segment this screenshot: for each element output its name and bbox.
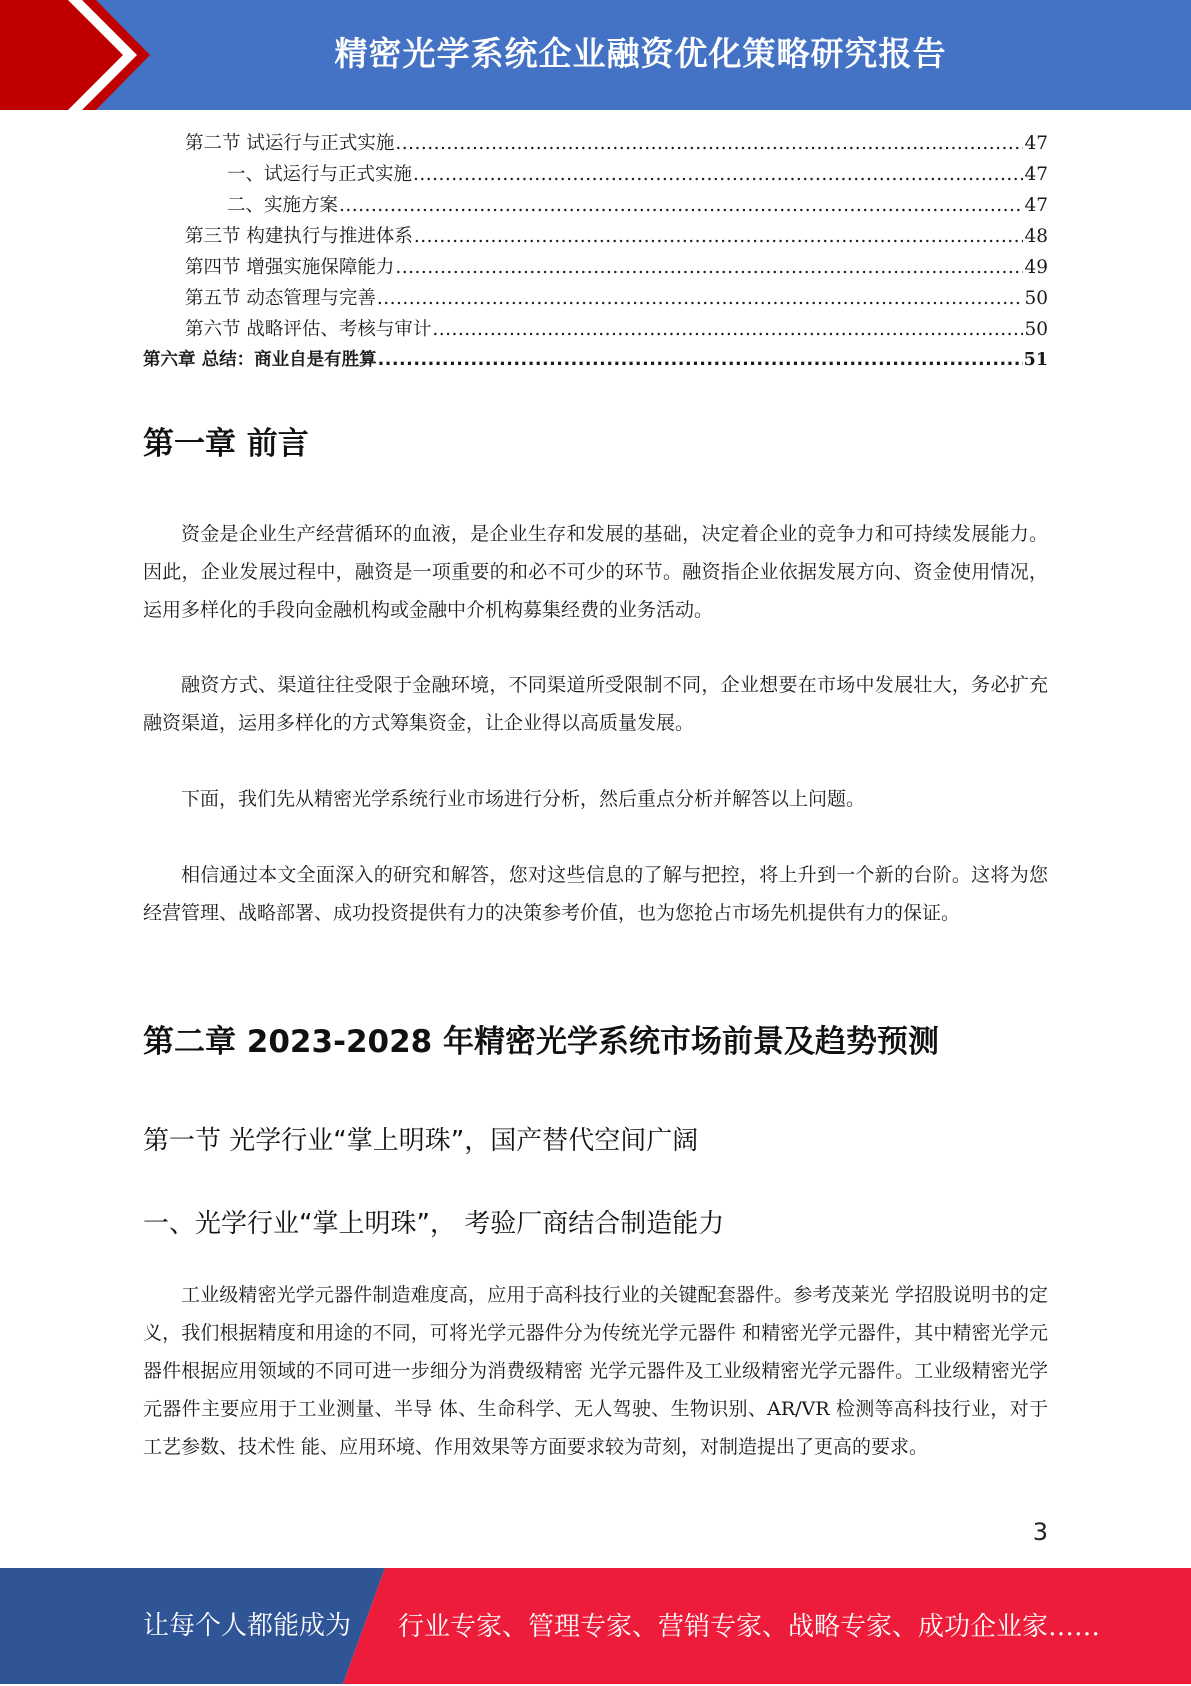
toc-item-label: 第六章 总结：商业自是有胜算: [143, 350, 377, 370]
toc-item[interactable]: [143, 252, 1048, 283]
toc-item-label: 第四节 增强实施保障能力: [185, 257, 395, 278]
toc-item-label: 二、实施方案: [227, 195, 339, 216]
toc-item[interactable]: [143, 190, 1048, 221]
toc-item-page: 49: [1024, 257, 1048, 278]
toc-leader-dots: [414, 221, 1024, 252]
footer-banner: [0, 1568, 1191, 1684]
body-paragraph: 工业级精密光学元器件制造难度高，应用于高科技行业的关键配套器件。参考茂莱光 学招股说明书的定义，我们根据精度和用途的不同，可将光学元器件分为传统光学元器件 和精密光学元器件，其中精密光学元器件根据应用领域的不同可进一步细分为消费级精密 光学元器件及工业级精密光学元器件。工业级精密光学元器件主要应用于工业测量、半导 体、生命科学、无人驾驶、生物识别、AR/VR 检测等高科技行业，对于工艺参数、技术性 能、应用环境、作用效果等方面要求较为苛刻，对制造提出了更高的要求。: [143, 1284, 1048, 1458]
toc-leader-dots: [395, 252, 1023, 283]
toc-item-page: 47: [1024, 195, 1048, 216]
body-paragraph: 资金是企业生产经营循环的血液，是企业生存和发展的基础，决定着企业的竞争力和可持续发展能力。因此，企业发展过程中，融资是一项重要的和必不可少的环节。融资指企业依据发展方向、资金使用情况，运用多样化的手段向金融机构或金融中介机构募集经费的业务活动。: [143, 523, 1048, 621]
body-paragraph: 相信通过本文全面深入的研究和解答，您对这些信息的了解与把控，将上升到一个新的台阶。这将为您经营管理、战略部署、成功投资提供有力的决策参考价值，也为您抢占市场先机提供有力的保证。: [143, 864, 1048, 924]
body-paragraph: 融资方式、渠道往往受限于金融环境，不同渠道所受限制不同，企业想要在市场中发展壮大，务必扩充融资渠道，运用多样化的方式筹集资金，让企业得以高质量发展。: [143, 674, 1048, 734]
toc-item-label: 第五节 动态管理与完善: [185, 288, 376, 309]
toc-leader-dots: [413, 159, 1023, 190]
footer-slogan-right: 行业专家、管理专家、营销专家、战略专家、成功企业家……: [398, 1612, 1101, 1642]
toc-item[interactable]: [143, 283, 1048, 314]
header-banner: [0, 0, 1191, 110]
toc-item-label: 一、试运行与正式实施: [227, 164, 413, 185]
toc-leader-dots: [378, 345, 1023, 376]
toc-leader-dots: [432, 314, 1023, 345]
chapter-heading: 第二章 2023-2028 年精密光学系统市场前景及趋势预测: [143, 1024, 940, 1060]
toc-item-page: 48: [1024, 226, 1048, 247]
toc-item[interactable]: [143, 128, 1048, 159]
toc-item[interactable]: [143, 221, 1048, 252]
toc-leader-dots: [395, 128, 1023, 159]
toc-leader-dots: [377, 283, 1024, 314]
toc-chapter-item[interactable]: [143, 345, 1048, 376]
table-of-contents: [143, 128, 1048, 376]
toc-item-page: 47: [1024, 164, 1048, 185]
toc-item-label: 第六节 战略评估、考核与审计: [185, 319, 432, 340]
toc-item-page: 51: [1023, 350, 1048, 370]
page-number: 3: [1032, 1518, 1048, 1546]
toc-item-page: 50: [1024, 319, 1048, 340]
header-arrow-decoration: [0, 0, 150, 110]
toc-item[interactable]: [143, 314, 1048, 345]
toc-item-label: 第三节 构建执行与推进体系: [185, 226, 413, 247]
toc-item[interactable]: [143, 159, 1048, 190]
toc-leader-dots: [339, 190, 1023, 221]
toc-item-page: 50: [1024, 288, 1048, 309]
toc-item-page: 47: [1024, 133, 1048, 154]
toc-item-label: 第二节 试运行与正式实施: [185, 133, 395, 154]
footer-slogan-left: 让每个人都能成为: [143, 1611, 352, 1641]
section-heading: 第一节 光学行业“掌上明珠”，国产替代空间广阔: [143, 1126, 699, 1156]
subsection-heading: 一、光学行业“掌上明珠”， 考验厂商结合制造能力: [143, 1209, 725, 1239]
report-title: 精密光学系统企业融资优化策略研究报告: [334, 34, 947, 73]
chapter-heading: 第一章 前言: [143, 426, 309, 462]
body-paragraph: 下面，我们先从精密光学系统行业市场进行分析，然后重点分析并解答以上问题。: [181, 788, 866, 810]
